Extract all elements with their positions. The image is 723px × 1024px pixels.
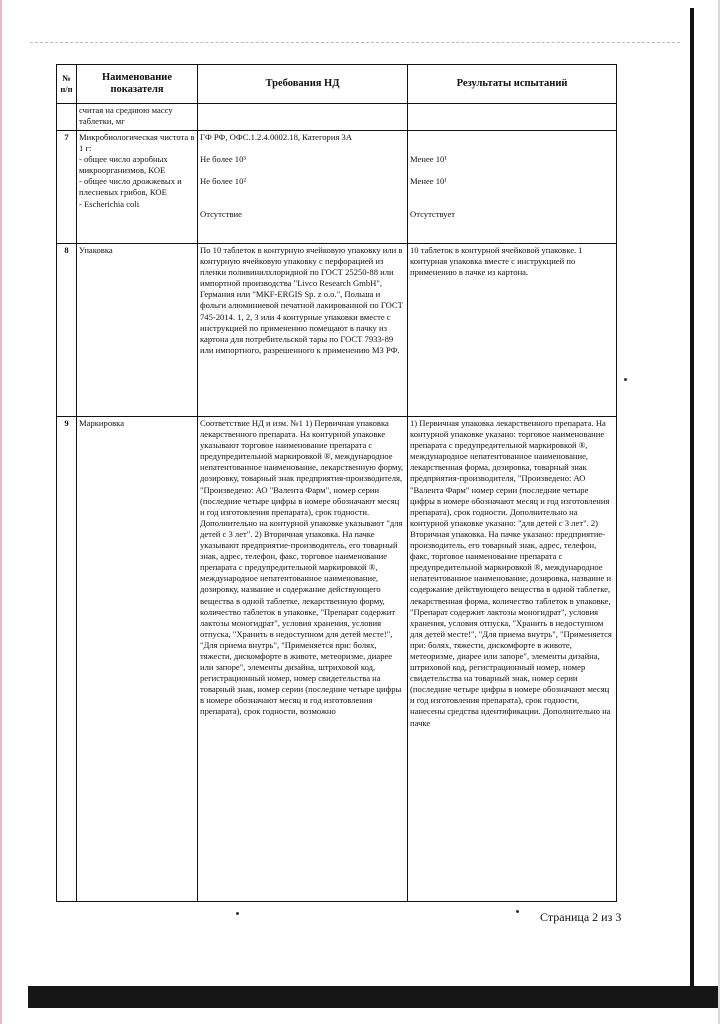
row7-res-ecoli: Отсутствует bbox=[410, 209, 456, 220]
page-left-edge bbox=[0, 0, 2, 1024]
row7-req-aerobic: Не более 10³ bbox=[200, 154, 246, 165]
row7-res-aerobic: Менее 10¹ bbox=[410, 154, 447, 164]
header-results: Результаты испытаний bbox=[408, 65, 617, 104]
row7-indicator-fungi: - общее число дрожжевых и плесневых грибов, КОЕ bbox=[79, 176, 182, 198]
test-results-table bbox=[56, 64, 617, 902]
cont-requirements bbox=[198, 104, 408, 131]
row7-indicator-ecoli: - Escherichia coli bbox=[79, 198, 140, 209]
header-num: № п/п bbox=[57, 65, 77, 104]
scan-speck bbox=[624, 378, 627, 381]
scan-speck bbox=[516, 910, 519, 913]
page-right-edge bbox=[718, 0, 720, 1024]
row7-indicator-title: Микробиологическая чистота в 1 г: bbox=[79, 132, 195, 154]
table-row-9 bbox=[57, 417, 617, 902]
table-row-continuation bbox=[57, 104, 617, 131]
header-indicator: Наименование показателя bbox=[77, 65, 198, 104]
row8-indicator: Упаковка bbox=[77, 244, 198, 417]
scan-top-line bbox=[30, 42, 680, 43]
header-requirements: Требования НД bbox=[198, 65, 408, 104]
row7-indicator-aerobic: - общее число аэробных микроорганизмов, КОЕ bbox=[79, 154, 168, 176]
scan-bottom-bar bbox=[28, 986, 718, 1008]
table-row-8 bbox=[57, 244, 617, 417]
row7-num: 7 bbox=[57, 131, 77, 244]
row7-requirements bbox=[198, 131, 408, 244]
row9-num: 9 bbox=[57, 417, 77, 902]
row8-num: 8 bbox=[57, 244, 77, 417]
row7-req-fungi: Не более 10² bbox=[200, 176, 246, 187]
cont-num bbox=[57, 104, 77, 131]
row9-requirements: Соответствие НД и изм. №1 1) Первичная упаковка лекарственного препарата. На контурной упаковке указывают торговое наименование препарата с предупредительной маркировкой ®, международное непатентованное наименование, лекарственную форму, дозировку, товарный знак предприятия-производителя, "Произведено: АО "Валента Фарм", номер серии (последние четыре цифры в номере обозначают месяц и год изготовления препарата), срок годности. Дополнительно на контурной упаковке указывают "для детей с 3 лет". 2) Вторичная упаковка. На пачке указывают предприятие-производитель, его товарный знак, адрес, телефон, факс, торговое наименование препарата с предупредительной маркировкой ®, международное непатентованное наименование, дозировку, название и содержание действующего вещества в одной таблетке, лекарственную форму, количество таблеток в упаковке, "Препарат содержит лактозы моногидрат", условия хранения, условия отпуска, "Хранить в недоступном для детей месте!", "Для приема внутрь", "Применяется при: болях, тяжести, дискомфорте в животе, метеоризме, диарее или запоре", элементы дизайна, штриховой код, регистрационный номер, номер свидетельства на товарный знак, номер серии (последние четыре цифры в номере обозначают месяц и год изготовления препарата), срок годности, возможно bbox=[198, 417, 408, 902]
row7-req-standard: ГФ РФ, ОФС.1.2.4.0002.18, Категория 3А bbox=[200, 132, 353, 142]
row7-req-ecoli: Отсутствие bbox=[200, 209, 242, 220]
row8-results: 10 таблеток в контурной ячейковой упаковке. 1 контурная упаковка вместе с инструкцией по применению в пачке из картона. bbox=[408, 244, 617, 417]
table-row-7 bbox=[57, 131, 617, 244]
row9-indicator: Маркировка bbox=[77, 417, 198, 902]
row7-res-fungi: Менее 10¹ bbox=[410, 176, 447, 187]
page-number: Страница 2 из 3 bbox=[540, 910, 622, 924]
row8-requirements: По 10 таблеток в контурную ячейковую упаковку или в контурную ячейковую упаковку с перфорацией из пленки поливинилхлоридной по ГОСТ 25250-88 или импортной производства "Livco Research GmbH", Германия или "MKF-ERGIS Sp. z o.o.", Польша и фольги алюминиевой печатной лакированной по ГОСТ 745-2014. 1, 2, 3 или 4 контурные упаковки вместе с инструкцией по применению помещают в пачку из картона для потребительской тары по ГОСТ 7933-89 или импортного, разрешенного к применению МЗ РФ. bbox=[198, 244, 408, 417]
cont-results bbox=[408, 104, 617, 131]
row7-indicator bbox=[77, 131, 198, 244]
row9-results: 1) Первичная упаковка лекарственного препарата. На контурной упаковке указано: торговое наименование препарата с предупредительной маркировкой ®, международное непатентованное наименование, лекарственная форма, дозировка, товарный знак предприятия-производителя, "Произведено: АО "Валента Фарм" номер серии (последние четыре цифры в номере обозначают месяц и год изготовления препарата), срок годности. Дополнительно на контурной упаковке указано: "для детей с 3 лет". 2) Вторичная упаковка. На пачке указано: предприятие-производитель, его товарный знак, адрес, телефон, факс, торговое наименование препарата с предупредительной маркировкой ®, международное непатентованное наименование, дозировка, название и содержание действующего вещества в одной таблетке, лекарственная форма, количество таблеток в упаковке, "Препарат содержит лактозы моногидрат", условия хранения, условия отпуска, "Хранить в недоступном для детей месте!", "Для приема внутрь", "Применяется при: болях, тяжести, дискомфорте в животе, метеоризме, диарее или запоре", элементы дизайна, штриховой код, регистрационный номер, номер свидетельства на товарный знак, номер серии (последние четыре цифры в номере обозначают месяц и год изготовления препарата), срок годности, нанесены средства идентификации. Дополнительно на пачке bbox=[408, 417, 617, 902]
cont-indicator: считая на среднюю массу таблетки, мг bbox=[77, 104, 198, 131]
scan-border-right bbox=[690, 8, 694, 993]
table-header-row bbox=[57, 65, 617, 104]
row7-results bbox=[408, 131, 617, 244]
scan-speck bbox=[236, 912, 239, 915]
